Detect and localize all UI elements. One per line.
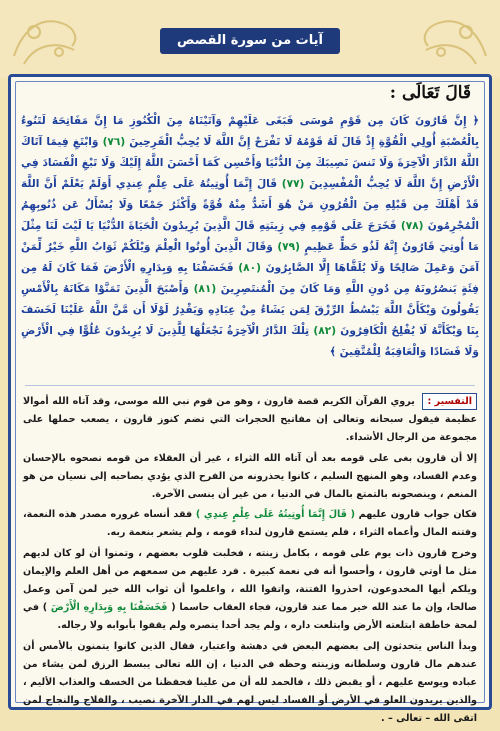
- commentary-text: ) في لمحة خاطفة ابتلعته الأرض وابتلعت داره ، ولم يجد أحدا ينصره ولم يقفوا بأبوابه ولا رجاله.: [23, 602, 477, 632]
- commentary-text: وخرج قارون ذات يوم على قومه ، بكامل زينته ، فخلبت قلوب بعضهم ، وتمنوا أن لو كان لديهم مثل ما أوتي قارون ، وأحسوا أنه في نعمة كبيرة . فرد عليهم من سمعهم من أهل العلم والإيمان ويلكم أيها المخدوعون، احذروا الفتنة، واتقوا الله ، واعلموا أن ثواب الله خير لمن آمن وعمل صالحا، وإن ما عند الله خير مما عند قارون، فجاء العقاب حاسما (: [23, 547, 478, 614]
- verse-number: (٧٨): [400, 220, 424, 232]
- lesson-title: آيات من سورة القصص: [160, 28, 340, 54]
- verse-text: قَالَ إِنَّمَا أُوتِيتُهُ عَلَى عِلْمٍ عِندِي أَوَلَمْ يَعْلَمْ أَنَّ اللَّهَ قَدْ أَهْلَكَ مِن قَبْلِهِ مِنَ الْقُرُونِ مَنْ هُوَ أَشَدُّ مِنْهُ قُوَّةً وَأَكْثَرُ جَمْعًا وَلَا يُسْأَلُ عَن ذُنُوبِهِمُ الْمُجْرِمُونَ: [21, 178, 479, 232]
- section-heading: قَالَ تَعَالَى :: [389, 83, 471, 103]
- quran-verses: [21, 111, 479, 363]
- verse-text: وَأَصْبَحَ الَّذِينَ تَمَنَّوْا مَكَانَهُ بِالْأَمْسِ يَقُولُونَ وَيْكَأَنَّ اللَّهَ يَبْسُطُ الرِّزْقَ لِمَن يَشَاءُ مِنْ عِبَادِهِ وَيَقْدِرُ لَوْلَا أَن مَّنَّ اللَّهُ عَلَيْنَا لَخَسَفَ بِنَا وَيْكَأَنَّهُ لَا يُفْلِحُ الْكَافِرُونَ: [21, 283, 479, 337]
- commentary-text: يروي القرآن الكريم قصة قارون ، وهو من قوم نبي الله موسى، وقد آتاه الله أموالا عظيمة فيقول سبحانه وتعالى إن مفاتيح الحجرات التي تضم كنوز قارون ، يصعب حملها على مجموعة من الرجال الأشداء.: [23, 396, 477, 444]
- top-band: [0, 0, 500, 78]
- verse-number: (٨٠): [238, 262, 261, 274]
- verse-number: (٨٢): [313, 325, 337, 337]
- verse-number: (٧٧): [281, 178, 305, 190]
- quoted-verse: ( قَالَ إِنَّمَا أُوتِيتُهُ عَلَى عِلْمٍ عِندِي ): [195, 509, 355, 521]
- verse-text: وَابْتَغِ فِيمَا آتَاكَ اللَّهُ الدَّارَ الْآخِرَةَ وَلَا تَنسَ نَصِيبَكَ مِنَ الدُّنْيَا وَأَحْسِن كَمَا أَحْسَنَ اللَّهُ إِلَيْكَ وَلَا تَبْغِ الْفَسَادَ فِي الْأَرْضِ إِنَّ اللَّهَ لَا يُحِبُّ الْمُفْسِدِينَ: [21, 136, 479, 190]
- commentary-paragraph: [23, 506, 477, 542]
- verse-text: فَخَسَفْنَا بِهِ وَبِدَارِهِ الْأَرْضَ فَمَا كَانَ لَهُ مِن فِئَةٍ يَنصُرُونَهُ مِن دُونِ اللَّهِ وَمَا كَانَ مِنَ الْمُنتَصِرِينَ: [21, 262, 479, 295]
- divider: [25, 385, 475, 386]
- commentary-paragraph: [23, 393, 477, 448]
- floral-ornament-icon: [406, 6, 496, 70]
- commentary-text: فكان جواب قارون عليهم: [358, 509, 478, 521]
- verse-number: (٧٦): [102, 136, 126, 148]
- floral-ornament-icon: [4, 6, 94, 70]
- quoted-verse: فَخَسَفْنَا بِهِ وَبِدَارِهِ الْأَرْضَ: [50, 602, 168, 614]
- verse-text: ﴿ إِنَّ قَارُونَ كَانَ مِن قَوْمِ مُوسَى فَبَغَى عَلَيْهِمْ وَآتَيْنَاهُ مِنَ الْكُنُوزِ مَا إِنَّ مَفَاتِحَهُ لَتَنُوءُ بِالْعُصْبَةِ أُولِي الْقُوَّةِ إِذْ قَالَ لَهُ قَوْمُهُ لَا تَفْرَحْ إِنَّ اللَّهَ لَا يُحِبُّ الْفَرِحِينَ: [21, 115, 479, 148]
- commentary-text: فقد أنساه غروره مصدر هذه النعمة، وفتنه المال وأعماه الثراء ، فلم يستمع قارون لنداء قومه ، ولم يشعر بنعمة ربه.: [23, 509, 477, 539]
- content-frame: [8, 74, 492, 725]
- commentary-paragraph: [23, 545, 477, 636]
- verse-number: (٧٩): [277, 241, 300, 253]
- commentary-paragraph: وبدأ الناس يتحدثون إلى بعضهم البعض في دهشة واعتبار، فقال الذين كانوا يتمنون بالأمس أن عندهم مال قارون وسلطانه وزينته وحظه في الدنيا ، إن الله تعالى يبسط الرزق لمن يشاء من عباده ويوسع عليهم ، أو يقبض ذلك ، فالحمد لله أن من علينا فحفظنا من الخسف والعذاب الأليم ، والذين يريدون العلو في الأرض أو الفساد ليس لهم في الدار الآخرة نصيب ، والفلاح والنجاح لمن اتقى الله – تعالى – .: [23, 640, 477, 725]
- tafsir-commentary: [23, 393, 477, 731]
- commentary-paragraph: إلا أن قارون بغى على قومه بعد أن آتاه الله الثراء ، غير أن العقلاء من قومه نصحوه بالإحسان وعدم الفساد، وهو المنهج السليم ، كانوا يحذرونه من الفرح الذي يؤدي بصاحبه إلى نسيان من هو المنعم ، وينصحونه بالتمتع بالمال في الدنيا ، من غير أن ينسى الآخرة.: [23, 452, 477, 501]
- verse-text: تِلْكَ الدَّارُ الْآخِرَةُ نَجْعَلُهَا لِلَّذِينَ لَا يُرِيدُونَ عُلُوًّا فِي الْأَرْضِ وَلَا فَسَادًا وَالْعَاقِبَةُ لِلْمُتَّقِينَ ﴾: [21, 325, 479, 358]
- verse-number: (٨١): [193, 283, 217, 295]
- tafsir-label: التفسير :: [422, 393, 477, 410]
- verse-text: فَخَرَجَ عَلَى قَوْمِهِ فِي زِينَتِهِ قَالَ الَّذِينَ يُرِيدُونَ الْحَيَاةَ الدُّنْيَا يَا لَيْتَ لَنَا مِثْلَ مَا أُوتِيَ قَارُونُ إِنَّهُ لَذُو حَظٍّ عَظِيمٍ: [21, 220, 479, 253]
- verse-text: وَقَالَ الَّذِينَ أُوتُوا الْعِلْمَ وَيْلَكُمْ ثَوَابُ اللَّهِ خَيْرٌ لِّمَنْ آمَنَ وَعَمِلَ صَالِحًا وَلَا يُلَقَّاهَا إِلَّا الصَّابِرُونَ: [21, 241, 479, 274]
